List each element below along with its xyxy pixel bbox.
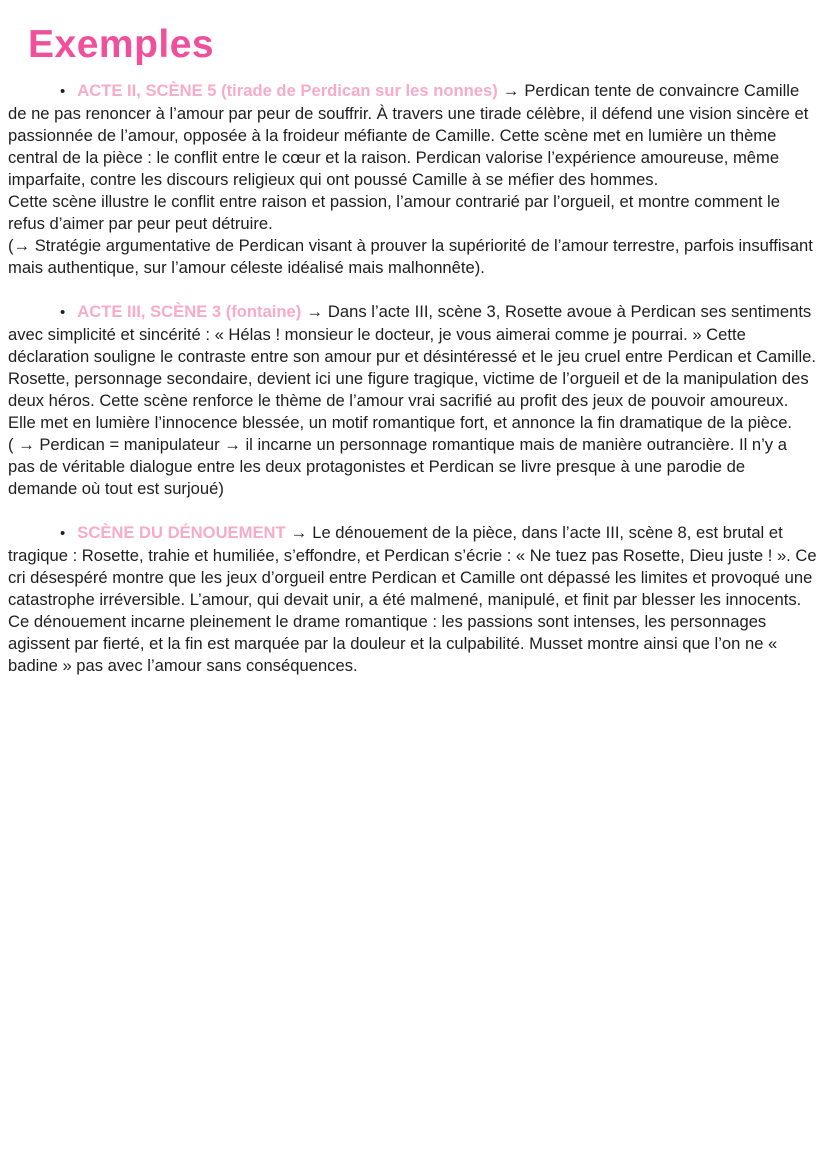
section-header: ACTE II, SCÈNE 5 (tirade de Perdican sur les nonnes): [77, 81, 498, 100]
bullet-icon: •: [60, 525, 66, 542]
section-note: ( → Perdican = manipulateur → il incarne un personnage romantique mais de manière outrancière. Il n’y a pas de véritable dialogue entre les deux protagonistes et Perdican se livre presque à une parodie de demande où tout est surjoué): [8, 435, 787, 498]
section-lead-text: Dans l’acte III, scène 3, Rosette avoue à Perdican ses sentiments avec simplicité et sincérité : « Hélas ! monsieur le docteur, je vous aimerai comme je pourrai. » Cette déclaration souligne le contraste entre son amour pur et désintéressé et le jeu cruel entre Perdican et Camille. Rosette, personnage secondaire, devient ici une figure tragique, victime de l’orgueil et de la manipulation des deux héros. Cette scène renforce le thème de l’amour vrai sacrifié au profit des jeux de pouvoir amoureux. Elle met en lumière l’innocence blessée, un motif romantique fort, et annonce la fin dramatique de la pièce.: [8, 302, 817, 432]
section-lead-paragraph: [8, 522, 818, 677]
section-lead-paragraph: [8, 301, 818, 434]
section-lead-text: Perdican tente de convaincre Camille de ne pas renoncer à l’amour par peur de souffrir. À travers une tirade célèbre, il défend une vision sincère et passionnée de l’amour, opposée à la froideur méfiante de Camille. Cette scène met en lumière un thème central de la pièce : le conflit entre le cœur et la raison. Perdican valorise l’expérience amoureuse, même imparfaite, contre les discours religieux qui ont poussé Camille à se méfier des hommes.: [8, 81, 809, 189]
arrow-icon: →: [306, 302, 323, 321]
page-title: Exemples: [28, 23, 215, 66]
section-lead-text: Le dénouement de la pièce, dans l’acte III, scène 8, est brutal et tragique : Rosette, trahie et humiliée, s’effondre, et Perdican s’écrie : « Ne tuez pas Rosette, Dieu juste ! ». Ce cri désespéré montre que les jeux d’orgueil entre Perdican et Camille ont dépassé les limites et provoqué une catastrophe irréversible. L’amour, qui devait unir, a été malmené, manipulé, et finit par blesser les innocents. Ce dénouement incarne pleinement le drame romantique : les passions sont intenses, les personnages agissent par fierté, et la fin est marquée par la douleur et la culpabilité. Musset montre ainsi que l’on ne « badine » pas avec l’amour sans conséquences.: [8, 523, 817, 675]
section-note: (→ Stratégie argumentative de Perdican visant à prouver la supériorité de l’amour terrestre, parfois insuffisant mais authentique, sur l’amour céleste idéalisé mais malhonnête).: [8, 236, 813, 277]
section-header: SCÈNE DU DÉNOUEMENT: [77, 523, 286, 542]
section-header: ACTE III, SCÈNE 3 (fontaine): [77, 302, 302, 321]
arrow-icon: →: [290, 523, 308, 542]
section-denouement: [8, 522, 818, 677]
arrow-icon: →: [502, 81, 520, 100]
bullet-icon: •: [60, 83, 66, 100]
section-acte2-scene5: [8, 80, 818, 279]
section-acte3-scene3: [8, 301, 818, 500]
section-note: Cette scène illustre le conflit entre raison et passion, l’amour contrarié par l’orgueil, et montre comment le refus d’aimer par peur peut détruire.: [8, 192, 780, 233]
section-lead-paragraph: [8, 80, 818, 191]
bullet-icon: •: [60, 304, 66, 321]
